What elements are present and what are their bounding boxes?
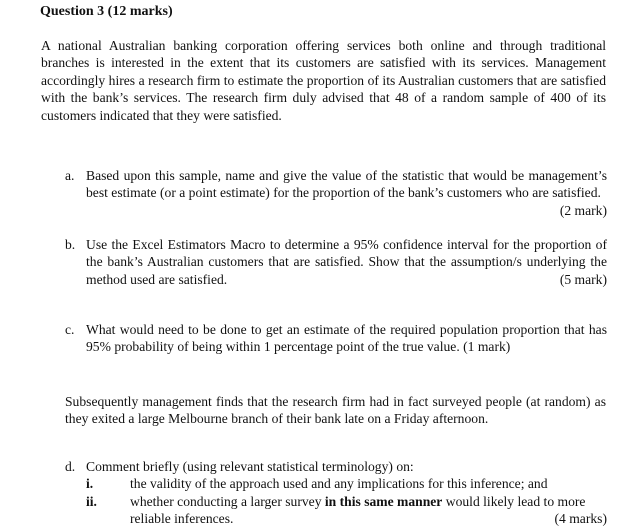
part-b-label: b. xyxy=(65,237,76,252)
part-b-marks: (5 mark) xyxy=(559,271,607,287)
part-a xyxy=(65,167,607,219)
part-d-sub-ii xyxy=(86,493,607,528)
part-c-marks: (1 mark) xyxy=(463,339,511,355)
part-d xyxy=(65,458,607,528)
part-c-text: What would need to be done to get an estimate of the required population proportion that has 95% probability of being within 1 percentage point of the true value. xyxy=(86,322,607,355)
followup-paragraph: Subsequently management finds that the research firm had in fact surveyed people (at random) as they exited a large Melbourne branch of their bank late on a Friday afternoon. xyxy=(65,394,606,427)
part-d-sub-i-text: the validity of the approach used and any implications for this inference; and xyxy=(130,476,548,492)
part-d-sub-i-label: i. xyxy=(86,476,94,492)
part-b xyxy=(65,236,607,288)
part-c-body xyxy=(86,321,607,356)
question-title: Question 3 (12 marks) xyxy=(40,4,173,19)
part-d-sub-ii-text-bold: in this same manner xyxy=(324,493,443,509)
part-d-label: d. xyxy=(65,459,76,474)
part-d-sub-ii-text-before: whether conducting a larger survey xyxy=(130,493,325,509)
part-a-marks: (2 mark) xyxy=(559,202,607,218)
part-d-sub-ii-text-after: would likely lead to more reliable inferences. xyxy=(130,493,586,527)
part-d-marks: (4 marks) xyxy=(554,511,607,527)
part-a-body xyxy=(86,167,607,219)
part-d-lead: Comment briefly (using relevant statistical terminology) on: xyxy=(86,459,414,474)
part-c-label: c. xyxy=(65,322,75,337)
part-d-sub-i xyxy=(86,475,607,492)
part-d-sub-ii-label: ii. xyxy=(86,493,97,509)
part-a-label: a. xyxy=(65,168,75,183)
part-b-body xyxy=(86,236,607,288)
part-a-text: Based upon this sample, name and give the value of the statistic that would be management’s best estimate (or a point estimate) for the proportion of the bank’s customers who are satisfied. xyxy=(86,168,607,201)
question-intro: A national Australian banking corporation offering services both online and through traditional branches is interested in the extent that its customers are satisfied with its services. Management accordingly hires a research firm to estimate the proportion of its Australian customers that are satisfied with the bank’s services. The research firm duly advised that 48 of a random sample of 400 of its customers indicated that they were satisfied. xyxy=(41,38,606,123)
part-b-text: Use the Excel Estimators Macro to determine a 95% confidence interval for the proportion of the bank’s Australian customers that are satisfied. Show that the assumption/s underlying the method used are satisfied. xyxy=(86,237,607,287)
part-c xyxy=(65,321,607,356)
